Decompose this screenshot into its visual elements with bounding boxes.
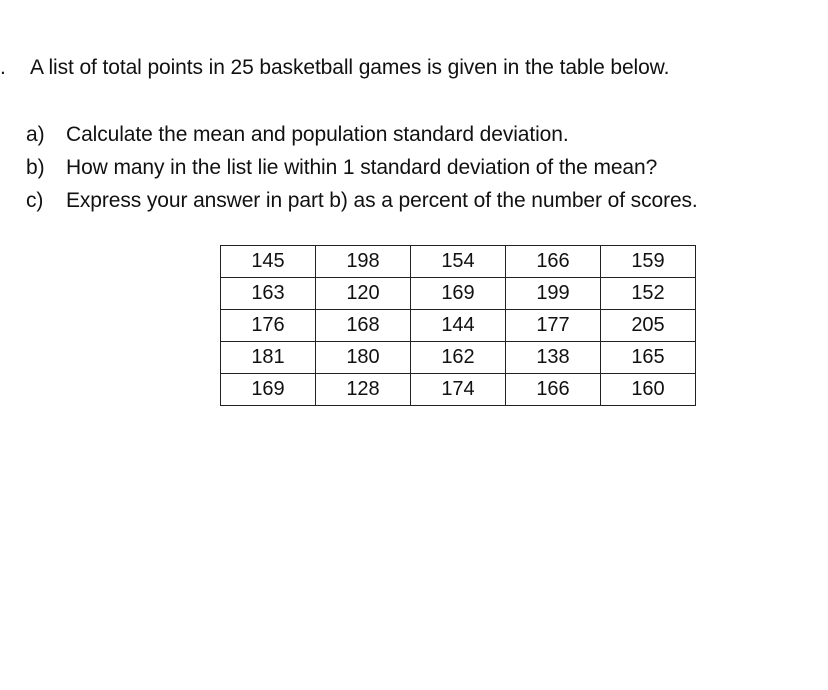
part-label: b) bbox=[26, 156, 45, 179]
table-cell: 166 bbox=[506, 246, 601, 278]
table-cell: 165 bbox=[601, 342, 696, 374]
table-cell: 174 bbox=[411, 374, 506, 406]
table-cell: 138 bbox=[506, 342, 601, 374]
question-parts bbox=[26, 118, 698, 217]
part-c bbox=[26, 184, 698, 217]
table-row bbox=[221, 246, 696, 278]
part-b bbox=[26, 151, 698, 184]
table-cell: 198 bbox=[316, 246, 411, 278]
table-row bbox=[221, 342, 696, 374]
table-row bbox=[221, 374, 696, 406]
part-label: a) bbox=[26, 123, 45, 146]
table-cell: 152 bbox=[601, 278, 696, 310]
table-cell: 181 bbox=[221, 342, 316, 374]
question-number: . bbox=[0, 56, 6, 79]
table-cell: 159 bbox=[601, 246, 696, 278]
table-cell: 168 bbox=[316, 310, 411, 342]
table-cell: 145 bbox=[221, 246, 316, 278]
question-intro bbox=[0, 56, 669, 80]
table-cell: 154 bbox=[411, 246, 506, 278]
part-text: How many in the list lie within 1 standard deviation of the mean? bbox=[66, 156, 658, 179]
table-row bbox=[221, 278, 696, 310]
table-cell: 144 bbox=[411, 310, 506, 342]
table-cell: 166 bbox=[506, 374, 601, 406]
table-cell: 169 bbox=[221, 374, 316, 406]
table-cell: 177 bbox=[506, 310, 601, 342]
question-text: A list of total points in 25 basketball games is given in the table below. bbox=[30, 56, 670, 79]
part-text: Calculate the mean and population standard deviation. bbox=[66, 123, 569, 146]
table-cell: 163 bbox=[221, 278, 316, 310]
table-cell: 176 bbox=[221, 310, 316, 342]
table-cell: 199 bbox=[506, 278, 601, 310]
part-text: Express your answer in part b) as a percent of the number of scores. bbox=[66, 189, 698, 212]
part-label: c) bbox=[26, 189, 44, 212]
table-cell: 128 bbox=[316, 374, 411, 406]
table-cell: 169 bbox=[411, 278, 506, 310]
table-row bbox=[221, 310, 696, 342]
table-cell: 120 bbox=[316, 278, 411, 310]
table-cell: 205 bbox=[601, 310, 696, 342]
table-cell: 160 bbox=[601, 374, 696, 406]
points-table bbox=[220, 245, 696, 406]
table-cell: 180 bbox=[316, 342, 411, 374]
table-cell: 162 bbox=[411, 342, 506, 374]
part-a bbox=[26, 118, 698, 151]
